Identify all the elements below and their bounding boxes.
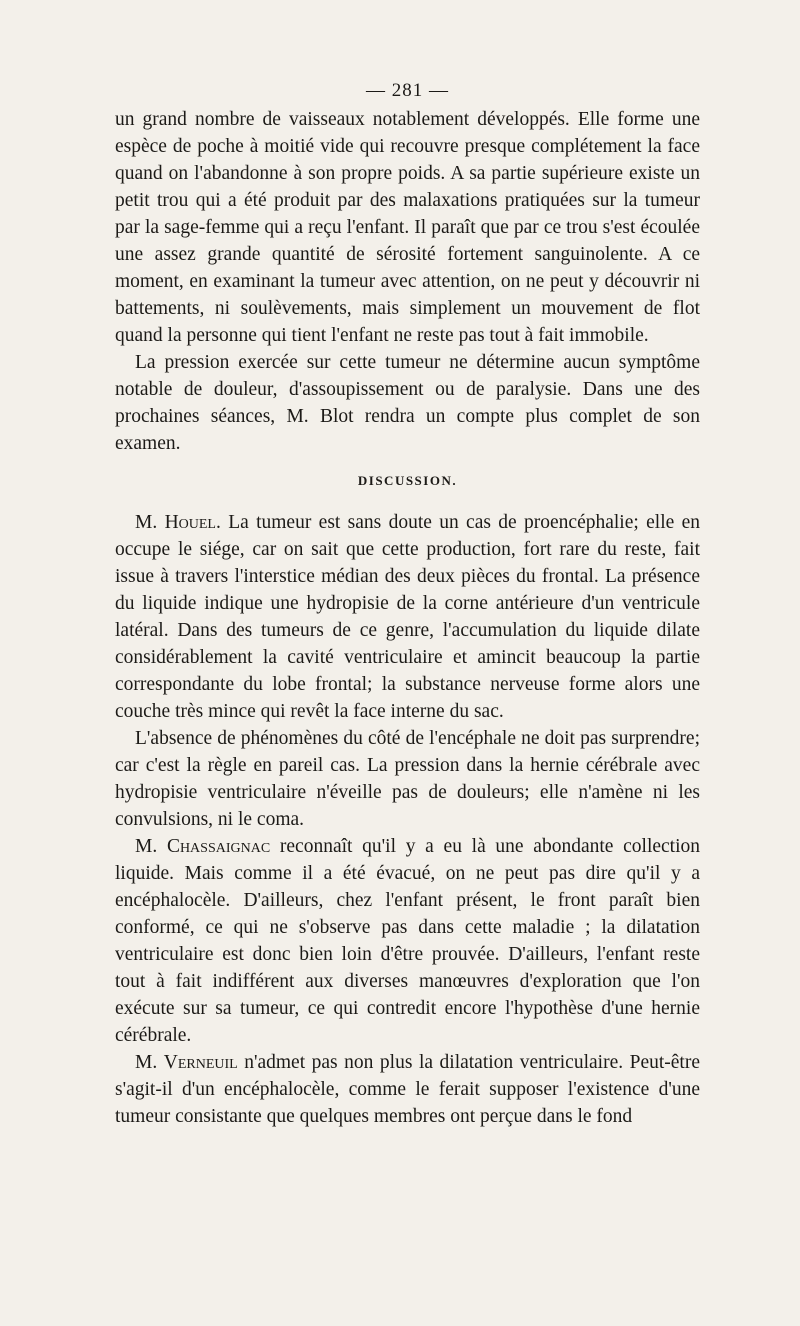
speaker-prefix: M.	[135, 836, 158, 857]
speaker-prefix: M.	[135, 512, 158, 533]
paragraph: un grand nombre de vaisseaux notablement développés. Elle forme une espèce de poche à moitié vide qui recouvre presque complétement la face quand on l'abandonne à son propre poids. A sa partie supérieure existe un petit trou qui a été produit par des malaxations pratiquées sur la tumeur par la sage-femme qui a reçu l'enfant. Il paraît que par ce trou s'est écoulée une assez grande quantité de sérosité fortement sanguinolente. A ce moment, en examinant la tumeur avec attention, on ne peut y découvrir ni battements, ni soulèvements, mais simplement un mouvement de flot quand la personne qui tient l'enfant ne reste pas tout à fait immobile.	[115, 109, 700, 346]
page-number: — 281 —	[366, 80, 449, 101]
speaker-prefix: M.	[135, 1052, 158, 1073]
speaker-name: Verneuil	[163, 1052, 238, 1073]
discussion-paragraph	[115, 833, 700, 1049]
paragraph: La pression exercée sur cette tumeur ne détermine aucun symptôme notable de douleur, d'assoupissement ou de paralysie. Dans une des prochaines séances, M. Blot rendra un compte plus complet de son examen.	[115, 352, 700, 454]
paragraph-text: n'admet pas non plus la dilatation ventriculaire. Peut-être s'agit-il d'un encéphalocèle, comme le ferait supposer l'existence d'une tumeur consistante que quelques membres ont perçue dans le fond	[115, 1052, 700, 1127]
paragraph-text: reconnaît qu'il y a eu là une abondante collection liquide. Mais comme il a été évacué, on ne peut pas dire qu'il y a encéphalocèle. D'ailleurs, chez l'enfant présent, le front paraît bien conformé, ce qui ne s'observe pas dans cette maladie ; la dilatation ventriculaire est donc bien loin d'être prouvée. D'ailleurs, l'enfant reste tout à fait indifférent aux diverses manœuvres d'exploration que l'on exécute sur sa tumeur, ce qui contredit encore l'hypothèse d'une hernie cérébrale.	[115, 836, 701, 1046]
speaker-name: Chassaignac	[166, 836, 271, 857]
discussion-paragraph	[115, 509, 700, 725]
discussion-paragraph	[115, 1049, 700, 1130]
discussion-paragraph: L'absence de phénomènes du côté de l'encéphale ne doit pas surprendre; car c'est la règle en pareil cas. La pression dans la hernie cérébrale avec hydropisie ventriculaire n'éveille pas de douleurs; elle n'amène ni les convulsions, ni le coma.	[115, 728, 700, 830]
section-heading: DISCUSSION.	[357, 473, 458, 488]
paragraph-text: La tumeur est sans doute un cas de proencéphalie; elle en occupe le siége, car on sait que cette production, fort rare du reste, fait issue à travers l'interstice médian des deux pièces du frontal. La présence du liquide indique une hydropisie de la corne antérieure d'un ventricule latéral. Dans des tumeurs de ce genre, l'accumulation du liquide dilate considérablement la cavité ventriculaire et amincit beaucoup la partie correspondante du lobe frontal; la substance nerveuse forme alors une couche très mince qui revêt la face interne du sac.	[115, 512, 701, 722]
speaker-name: Houel.	[164, 512, 221, 533]
